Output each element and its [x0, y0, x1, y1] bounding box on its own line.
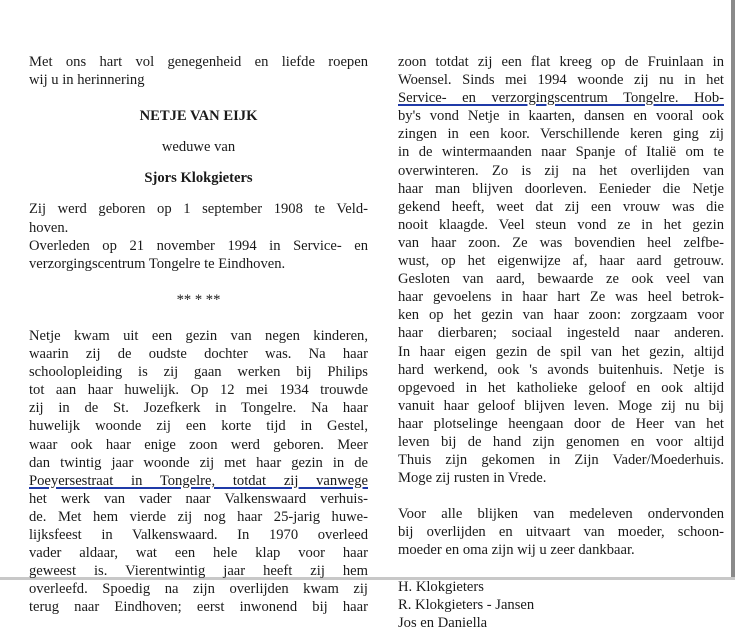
story-line: leven bij de hand zijn genomen en voor altijd: [398, 433, 724, 450]
intro-line: Met ons hart vol genegenheid en liefde roepen: [29, 54, 368, 70]
story-line: waarin zij de oudste dochter was. Na haar: [29, 346, 368, 363]
story-line: In haar eigen gezin de spil van het gezin, altijd: [398, 343, 724, 360]
signature-line: Jos en Daniella: [398, 614, 488, 631]
story-line: haar dierbaren; sociaal ingesteld naar anderen.: [398, 325, 724, 342]
widow-of-label: weduwe van: [161, 139, 236, 156]
husband-name: Sjors Klokgieters: [144, 170, 253, 187]
story-line: zingen in een koor. Verschillende keren ging zij: [398, 126, 724, 143]
story-line: nooit klaagde. Veel steun vond ze in het gezin: [398, 216, 724, 233]
intro-line: wij u in herinnering: [29, 72, 145, 89]
story-line: dan twintig jaar woonde zij met haar gezin in de: [29, 454, 368, 471]
story-line: Thuis zijn gekomen in Zijn Vader/Moederhuis.: [398, 452, 724, 469]
story-line: het werk van vader naar Valkenswaard verhuis-: [29, 490, 368, 507]
birth-line: Zij werd geboren op 1 september 1908 te Veld-: [29, 201, 368, 218]
story-line: overleefd. Spoedig na zijn overlijden kwam zij: [29, 581, 368, 598]
story-line: hard werkend, ook 's avonds buitenhuis. Netje is: [398, 361, 724, 378]
story-line: vanuit haar geloof blijven leven. Moge zij nu bij: [398, 397, 724, 414]
story-line: Gesloten van aard, bewaarde ze ook veel van: [398, 271, 724, 288]
story-line: opgevoed in het katholieke geloof en ook altijd: [398, 379, 724, 396]
story-line: waar ook haar enige zoon werd geboren. Meer: [29, 436, 368, 453]
story-line-underlined: Poeyersestraat in Tongelre, totdat zij vanwege: [29, 472, 368, 489]
story-line: in de wintermaanden naar Spanje of Italië om te: [398, 144, 724, 161]
story-line: lijksfeest in Valkenswaard. In 1970 overleed: [29, 526, 368, 543]
story-line: tot aan haar huwelijk. Op 12 mei 1934 trouwde: [29, 382, 368, 399]
story-line: Netje kwam uit een gezin van negen kinderen,: [29, 327, 368, 344]
story-line: overwinteren. Zo is zij na het overlijden van: [398, 162, 724, 179]
story-line: Moge zij rusten in Vrede.: [398, 470, 547, 487]
story-line: wust, op het eigenwijze af, haar aard getrouw.: [398, 253, 724, 270]
story-line: de. Met hem vierde zij nog haar 25-jarig huwe-: [29, 508, 368, 525]
story-line: zoon totdat zij een flat kreeg op de Fruinlaan in: [398, 54, 724, 70]
story-line: haar gevoelens in haar hart Ze was heel betrok-: [398, 289, 724, 306]
story-line: ken op het gezin van haar zoon: zorgzaam voor: [398, 307, 724, 324]
thanks-line: bij overlijden en uitvaart van moeder, schoon-: [398, 524, 724, 541]
story-line: by's vond Netje in kaarten, dansen en vooral ook: [398, 108, 724, 125]
signature-line: R. Klokgieters - Jansen: [398, 596, 535, 613]
signature-line: H. Klokgieters: [398, 578, 484, 595]
thanks-line: moeder en oma zijn wij u zeer dankbaar.: [398, 542, 635, 559]
deceased-name: NETJE VAN EIJK: [139, 108, 258, 125]
right-column: [398, 53, 724, 632]
story-line: van haar zoon. Ze was bovendien heel zelfbe-: [398, 234, 724, 251]
story-line: schoolopleiding is zij gaan werken bij Philips: [29, 364, 368, 381]
right-border: [731, 0, 735, 580]
death-line: Overleden op 21 november 1994 in Service- en: [29, 237, 368, 254]
birth-line: hoven.: [29, 219, 69, 236]
story-line: terug naar Eindhoven; eerst inwonend bij haar: [29, 599, 368, 616]
thanks-line: Voor alle blijken van medeleven ondervonden: [398, 506, 724, 523]
story-line-underlined: Service- en verzorgingscentrum Tongelre. Hob-: [398, 90, 724, 107]
story-line: Woensel. Sinds mei 1994 woonde zij nu in het: [398, 72, 724, 89]
story-line: huwelijk woonde zij een korte tijd in Gestel,: [29, 418, 368, 435]
story-line: gekend heeft, weet dat zij een vrouw was die: [398, 198, 724, 215]
story-line: haar man blijven doorleven. Eenieder die Netje: [398, 180, 724, 197]
story-line: geweest is. Vierentwintig jaar heeft zij hem: [29, 563, 368, 580]
death-line: verzorgingscentrum Tongelre te Eindhoven.: [29, 255, 286, 272]
separator: ** * **: [176, 291, 221, 308]
story-line: vader aldaar, wat een hele klap voor haar: [29, 545, 368, 562]
story-line: zij in de St. Jozefkerk in Tongelre. Na haar: [29, 400, 368, 417]
left-column: [29, 53, 368, 616]
story-line: haar plotselinge heengaan door de Heer van het: [398, 415, 724, 432]
